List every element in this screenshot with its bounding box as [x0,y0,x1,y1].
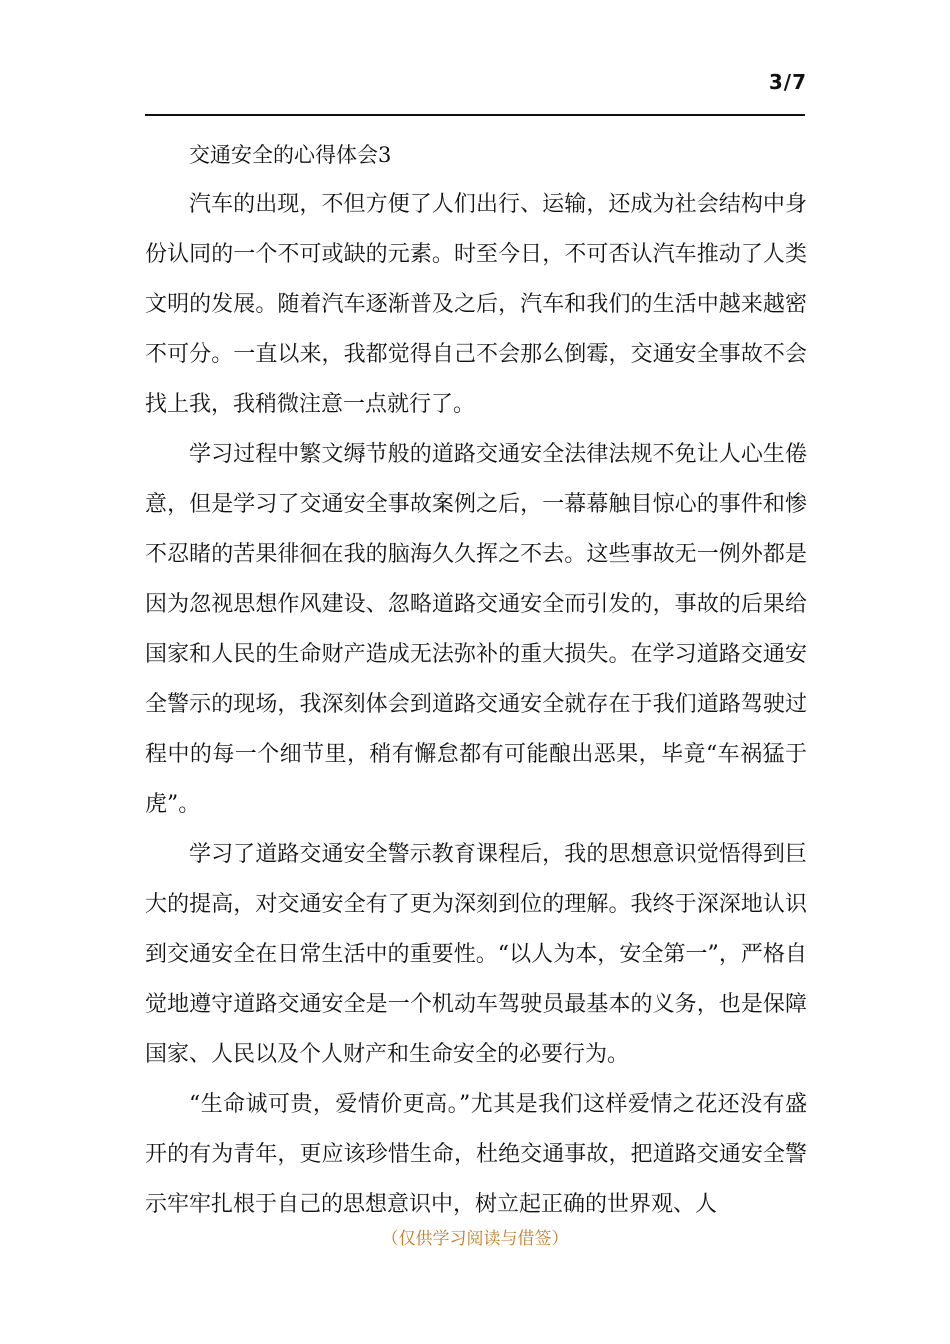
paragraph-3: 学习了道路交通安全警示教育课程后，我的思想意识觉悟得到巨大的提高，对交通安全有了更为深刻到位的理解。我终于深深地认识到交通安全在日常生活中的重要性。“以人为本，安全第一”，严格自觉地遵守道路交通安全是一个机动车驾驶员最基本的义务，也是保障国家、人民以及个人财产和生命安全的必要行为。 [145,842,807,1067]
document-body [145,130,807,1230]
paragraph-1: 汽车的出现，不但方便了人们出行、运输，还成为社会结构中身份认同的一个不可或缺的元素。时至今日，不可否认汽车推动了人类文明的发展。随着汽车逐渐普及之后，汽车和我们的生活中越来越密不可分。一直以来，我都觉得自己不会那么倒霉，交通安全事故不会找上我，我稍微注意一点就行了。 [145,192,807,417]
footer-note: （仅供学习阅读与借签） [381,1229,569,1249]
paragraph-4: “生命诚可贵，爱情价更高。”尤其是我们这样爱情之花还没有盛开的有为青年，更应该珍惜生命，杜绝交通事故，把道路交通安全警示牢牢扎根于自己的思想意识中，树立起正确的世界观、人 [145,1092,807,1217]
document-title: 交通安全的心得体会3 [189,143,392,167]
header-divider [145,114,805,116]
paragraph-2: 学习过程中繁文缛节般的道路交通安全法律法规不免让人心生倦意，但是学习了交通安全事故案例之后，一幕幕触目惊心的事件和惨不忍睹的苦果徘徊在我的脑海久久挥之不去。这些事故无一例外都是因为忽视思想作风建设、忽略道路交通安全而引发的，事故的后果给国家和人民的生命财产造成无法弥补的重大损失。在学习道路交通安全警示的现场，我深刻体会到道路交通安全就存在于我们道路驾驶过程中的每一个细节里，稍有懈怠都有可能酿出恶果，毕竟“车祸猛于虎”。 [145,442,807,817]
page-number: 3/7 [768,70,807,94]
